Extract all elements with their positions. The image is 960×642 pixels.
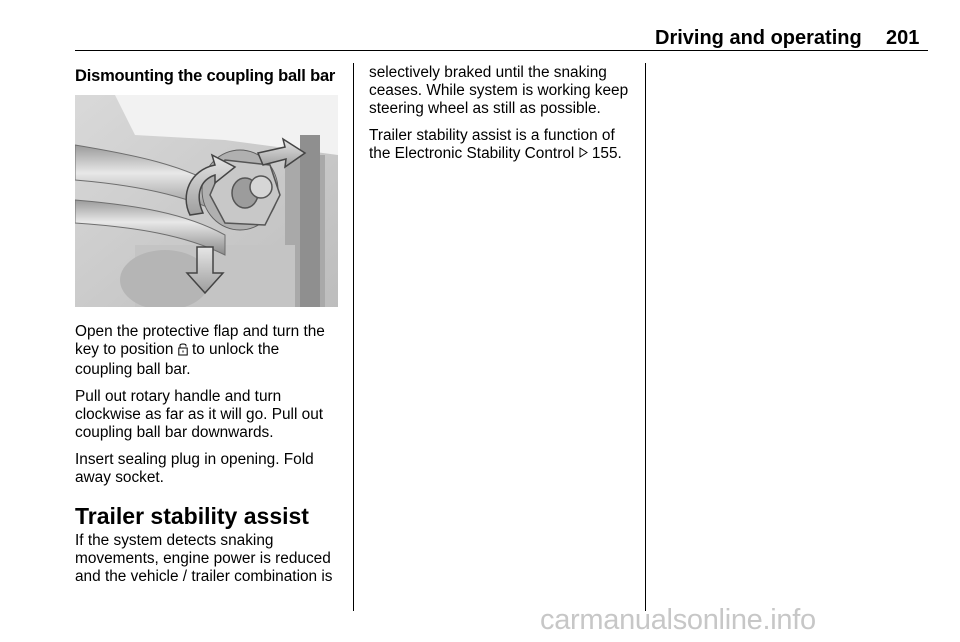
header-rule bbox=[75, 50, 928, 51]
instruction-paragraph-1 bbox=[75, 323, 345, 379]
paragraph-text: Trailer stability assist is a function of the Electronic Stability Control bbox=[369, 127, 615, 162]
coupling-ball-bar-image bbox=[75, 95, 338, 307]
page-header-title: Driving and operating bbox=[655, 27, 862, 49]
column-divider-right bbox=[645, 63, 646, 611]
column-divider-left bbox=[353, 63, 354, 611]
instruction-paragraph-2: Pull out rotary handle and turn clockwise as far as it will go. Pull out coupling ball bar downwards. bbox=[75, 388, 324, 441]
section-heading: Dismounting the coupling ball bar bbox=[75, 67, 336, 85]
reference-paragraph bbox=[369, 127, 639, 163]
cross-reference-arrow-icon bbox=[579, 145, 588, 163]
page-reference[interactable]: 155. bbox=[587, 145, 622, 162]
paragraph-text: Open the protective flap and turn the key to position bbox=[75, 323, 325, 358]
unlock-icon bbox=[178, 342, 188, 361]
main-heading: Trailer stability assist bbox=[75, 503, 309, 529]
description-paragraph: If the system detects snaking movements, engine power is reduced and the vehicle / trailer combination is bbox=[75, 532, 333, 585]
watermark: carmanualsonline.info bbox=[540, 604, 816, 636]
coupling-ball-bar-illustration bbox=[75, 95, 338, 307]
left-column bbox=[75, 64, 345, 595]
middle-column bbox=[369, 64, 639, 172]
page-number: 201 bbox=[886, 27, 920, 49]
paragraph-text: to unlock the coupling ball bar. bbox=[75, 341, 280, 378]
instruction-paragraph-3: Insert sealing plug in opening. Fold away socket. bbox=[75, 451, 314, 486]
continued-paragraph: selectively braked until the snaking ceases. While system is working keep steering wheel as still as possible. bbox=[369, 64, 629, 117]
